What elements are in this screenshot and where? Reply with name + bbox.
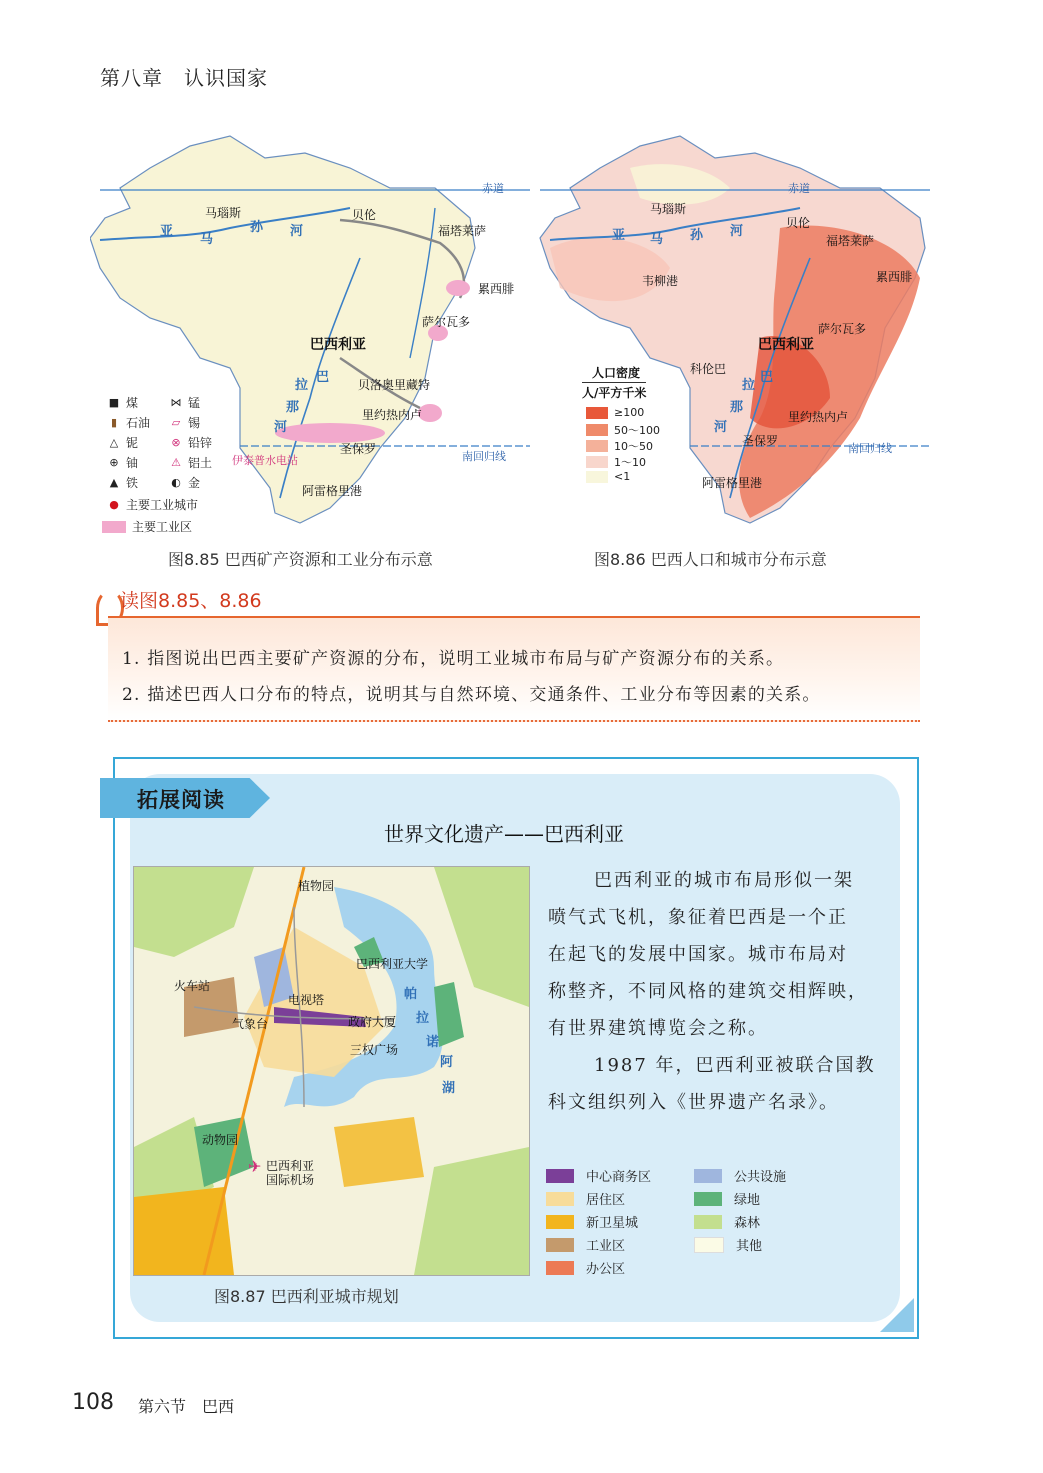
- amazon-char-1: 亚: [160, 224, 174, 239]
- plan-legend-green: 绿地: [694, 1189, 760, 1208]
- para-line-1: 巴西利亚的城市布局形似一架: [594, 870, 854, 891]
- extended-reading-tag-label: 拓展阅读: [137, 788, 225, 812]
- parana2-char-1: 拉: [742, 378, 756, 393]
- page-number: 108: [72, 1390, 114, 1415]
- legend-tin: ▱ 锡: [171, 416, 201, 430]
- legend-gold: ◐ 金: [171, 476, 201, 490]
- parana-char-3: 那: [286, 400, 300, 415]
- para-line-6: 1987 年，巴西利亚被联合国教: [594, 1055, 876, 1076]
- amazon2-char-2: 马: [650, 232, 664, 247]
- parana-char-2: 巴: [316, 370, 330, 385]
- chapter-title: 第八章 认识国家: [100, 66, 268, 90]
- amazon-char-2: 马: [200, 232, 214, 247]
- parana2-char-4: 河: [714, 420, 728, 435]
- city2-saopaulo: 圣保罗: [742, 434, 779, 448]
- parana2-char-2: 巴: [760, 370, 774, 385]
- caption-8-85: 图8.85 巴西矿产资源和工业分布示意: [168, 550, 433, 569]
- plan-legend-residential: 居住区: [546, 1189, 625, 1208]
- residential-swatch: [546, 1192, 574, 1206]
- station-label: 火车站: [174, 979, 211, 993]
- reading-box: [108, 616, 920, 722]
- tropic-label-2: 南回归线: [848, 442, 892, 455]
- itaipu-label: 伊泰普水电站: [232, 454, 298, 467]
- oil-icon: ▮: [110, 416, 118, 429]
- amazon2-char-4: 河: [730, 224, 744, 239]
- legend-manganese: ⋈ 锰: [170, 396, 201, 410]
- lake-char-1: 帕: [404, 987, 418, 1002]
- section-title: 第六节 巴西: [138, 1397, 235, 1416]
- city2-brasilia: 巴西利亚: [758, 337, 814, 353]
- airport-icon: ✈: [248, 1157, 262, 1176]
- caption-8-87: 图8.87 巴西利亚城市规划: [214, 1287, 399, 1306]
- plaza-label: 三权广场: [350, 1043, 399, 1057]
- para-line-3: 在起飞的发展中国家。城市布局对: [548, 944, 848, 965]
- density-class-2: 50～100: [586, 422, 660, 438]
- plan-legend-other: 其他: [694, 1235, 762, 1254]
- legend-niobium: △ 铌: [109, 436, 139, 450]
- legend-bauxite: ⚠ 铝土: [171, 456, 213, 470]
- lake-char-5: 湖: [442, 1081, 456, 1096]
- lake-char-4: 阿: [440, 1055, 454, 1070]
- city-rio: 里约热内卢: [362, 408, 423, 422]
- city2-manaus: 马瑙斯: [650, 202, 687, 216]
- density-legend-title: 人口密度: [592, 366, 641, 380]
- legend-coal: ■ 煤: [108, 396, 139, 410]
- city2-fortaleza: 福塔莱萨: [826, 234, 875, 248]
- density-swatch-3: [586, 440, 608, 452]
- parana-char-1: 拉: [295, 378, 309, 393]
- para-line-7: 科文组织列入《世界遗产名录》。: [548, 1092, 839, 1113]
- para-line-2: 喷气式飞机，象征着巴西是一个正: [548, 907, 848, 928]
- coal-icon: ■: [108, 396, 120, 409]
- map-minerals-industry: [90, 128, 540, 538]
- city-belo: 贝洛奥里藏特: [358, 378, 431, 392]
- gold-icon: ◐: [171, 476, 181, 489]
- office-swatch: [546, 1261, 574, 1275]
- zoo-label: 动物园: [202, 1133, 239, 1147]
- plan-legend-forest: 森林: [694, 1212, 760, 1231]
- parana2-char-3: 那: [730, 400, 744, 415]
- public-swatch: [694, 1169, 722, 1183]
- airport-label-2: 国际机场: [266, 1173, 315, 1187]
- plan-legend-satellite: 新卫星城: [546, 1212, 638, 1231]
- question-1: 1. 指图说出巴西主要矿产资源的分布，说明工业城市布局与矿产资源分布的关系。: [122, 649, 785, 669]
- botanical-label: 植物园: [298, 879, 335, 893]
- city-recife: 累西腓: [478, 282, 515, 296]
- airport-label-1: 巴西利亚: [266, 1159, 315, 1173]
- density-swatch-4: [586, 456, 608, 468]
- city-fortaleza: 福塔莱萨: [438, 224, 487, 238]
- city2-corumba: 科伦巴: [690, 362, 727, 376]
- observatory-label: 气象台: [232, 1017, 269, 1031]
- question-2: 2. 描述巴西人口分布的特点，说明其与自然环境、交通条件、工业分布等因素的关系。: [122, 685, 821, 705]
- density-legend-unit: 人/平方千米: [582, 382, 646, 401]
- plan-legend-office: 办公区: [546, 1258, 625, 1277]
- density-class-5: <1: [586, 470, 630, 483]
- city-porto: 阿雷格里港: [302, 484, 363, 498]
- amazon2-char-1: 亚: [612, 228, 626, 243]
- university-label: 巴西利亚大学: [356, 957, 429, 971]
- industrial-zone-swatch: [102, 521, 126, 533]
- satellite-swatch: [546, 1215, 574, 1229]
- parana-char-4: 河: [274, 420, 288, 435]
- niobium-icon: △: [109, 436, 119, 449]
- legend-leadzinc: ⊗ 铅锌: [171, 436, 213, 450]
- equator-label: 赤道: [482, 182, 504, 195]
- tropic-label: 南回归线: [462, 450, 506, 463]
- amazon-char-3: 孙: [250, 220, 264, 235]
- plan-legend-cbd: 中心商务区: [546, 1166, 651, 1185]
- city2-recife: 累西腓: [876, 270, 913, 284]
- tin-icon: ▱: [171, 416, 181, 429]
- legend-iron: ▲ 铁: [109, 476, 139, 490]
- amazon2-char-3: 孙: [690, 228, 704, 243]
- lake-char-2: 拉: [416, 1011, 430, 1026]
- legend-uranium: ⊕ 铀: [109, 456, 139, 470]
- city2-belem: 贝伦: [786, 216, 811, 230]
- iron-icon: ▲: [109, 476, 119, 489]
- density-class-3: 10～50: [586, 438, 653, 454]
- industrial-city-icon: ●: [109, 498, 119, 511]
- city2-rio: 里约热内卢: [788, 410, 849, 424]
- density-class-1: ≥100: [586, 406, 644, 419]
- legend-oil: ▮ 石油: [108, 414, 150, 431]
- density-swatch-1: [586, 407, 608, 419]
- extended-reading-title: 世界文化遗产——巴西利亚: [384, 822, 624, 846]
- cbd-swatch: [546, 1169, 574, 1183]
- reading-title: 读图8.85、8.86: [120, 590, 262, 612]
- density-class-4: 1～10: [586, 454, 646, 470]
- city2-porto-velho: 韦柳港: [642, 274, 679, 288]
- equator-label-2: 赤道: [788, 182, 810, 195]
- city2-porto: 阿雷格里港: [702, 476, 763, 490]
- city2-salvador: 萨尔瓦多: [818, 322, 867, 336]
- city-brasilia: 巴西利亚: [310, 337, 366, 353]
- bauxite-icon: ⚠: [171, 456, 181, 469]
- city-salvador: 萨尔瓦多: [422, 315, 471, 329]
- leadzinc-icon: ⊗: [171, 436, 181, 449]
- city-manaus: 马瑙斯: [205, 206, 242, 220]
- legend-industrial-city: ● 主要工业城市: [109, 498, 199, 512]
- other-swatch: [694, 1237, 724, 1253]
- legend-industrial-zone: 主要工业区: [102, 518, 192, 535]
- lake-char-3: 诺: [426, 1035, 440, 1050]
- brasilia-plan-map: [133, 866, 530, 1276]
- manganese-icon: ⋈: [170, 396, 182, 409]
- green-swatch: [694, 1192, 722, 1206]
- para-line-5: 有世界建筑博览会之称。: [548, 1018, 768, 1039]
- forest-swatch: [694, 1215, 722, 1229]
- plan-legend-public: 公共设施: [694, 1166, 786, 1185]
- density-swatch-2: [586, 424, 608, 436]
- city-saopaulo: 圣保罗: [340, 442, 377, 456]
- plan-legend-industrial: 工业区: [546, 1235, 625, 1254]
- tvtower-label: 电视塔: [288, 993, 325, 1007]
- amazon-char-4: 河: [290, 224, 304, 239]
- uranium-icon: ⊕: [109, 456, 119, 469]
- density-swatch-5: [586, 471, 608, 483]
- caption-8-86: 图8.86 巴西人口和城市分布示意: [594, 550, 827, 569]
- government-label: 政府大厦: [348, 1015, 397, 1029]
- map-population-cities: [530, 128, 940, 538]
- city-belem: 贝伦: [352, 208, 377, 222]
- industrial-swatch: [546, 1238, 574, 1252]
- para-line-4: 称整齐，不同风格的建筑交相辉映，: [548, 981, 868, 1002]
